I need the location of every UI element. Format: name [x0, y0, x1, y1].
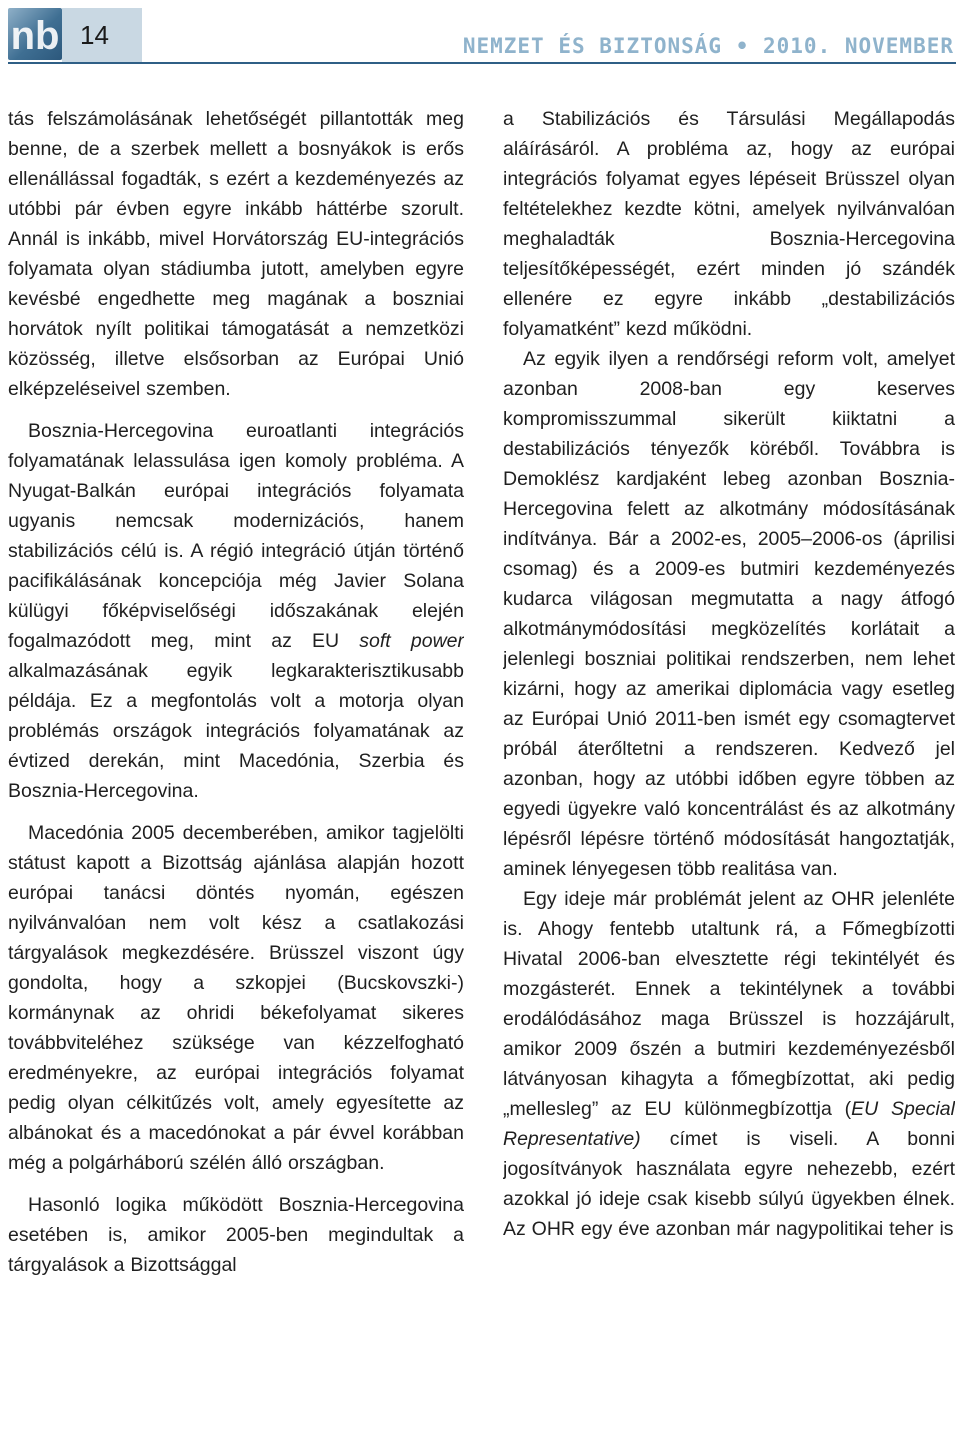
page-number-box — [62, 8, 142, 62]
paragraph-text: címet is viseli. A bonni jogosítványok használata egyre nehezebb, ezért azokkal jó ideje csak kisebb súlyú ügyekben élnek. Az OHR egy éve azonban már nagypolitikai teher is — [503, 1128, 955, 1240]
page-number: 14 — [80, 20, 109, 50]
header-divider — [8, 62, 956, 64]
page-header — [0, 0, 960, 72]
italic-term: EU Special Representative) — [503, 1098, 955, 1150]
logo-text: nb — [10, 14, 60, 58]
paragraph-text: Egy ideje már problémát jelent az OHR jelenléte is. Ahogy fentebb utaltunk rá, a Főmegbízotti Hivatal 2006-ban elvesztette régi tekintélyét és mozgásterét. Ennek a tekintélynek a további erodálódásához maga Brüsszel is hozzájárult, amikor 2009 őszén a butmiri kezdeményezésből látványosan kihagyta a főmegbízottat, aki pedig „mellesleg” az EU különmegbízottja ( — [503, 888, 955, 1120]
journal-logo — [8, 8, 62, 60]
italic-term: soft power — [359, 630, 464, 652]
paragraph-text: alkalmazásának egyik legkarakterisztikusabb példája. Ez a megfontolás volt a motorja olyan problémás országok integrációs folyamatának az évtized derekán, mint Macedónia, Szerbia és Bosznia-Hercegovina. — [8, 660, 464, 802]
paragraph: Macedónia 2005 decemberében, amikor tagjelölti státust kapott a Bizottság ajánlása alapján hozott európai tanácsi döntés nyomán, egészen nyilvánvalóan nem volt kész a csatlakozási tárgyalások megkezdésére. Brüsszel viszont úgy gondolta, hogy a szkopjei (Bucskovszki-) kormánynak az ohridi békefolyamat sikeres továbbviteléhez szüksége van kézzelfogható eredményekre, az európai integrációs folyamat pedig olyan célkitűzés volt, amely egyesítette az albánokat és a macedónokat a pár évvel korábban még a polgárháború szélén álló országban. — [8, 822, 464, 1174]
nb-logo-icon — [8, 8, 62, 60]
paragraph-text: Bosznia-Hercegovina euroatlanti integrációs folyamatának lelassulása igen komoly probléma. A Nyugat-Balkán európai integrációs folyamata ugyanis nemcsak modernizációs, hanem stabilizációs célú is. A régió integráció útján történő pacifikálásának koncepciója még Javier Solana külügyi főképviselőségi időszakának elején fogalmazódott meg, mint az EU — [8, 420, 464, 652]
right-text-column — [503, 104, 955, 1428]
paragraph: Az egyik ilyen a rendőrségi reform volt, amelyet azonban 2008-ban egy keserves kompromisszummal sikerült kiiktatni a destabilizációs tényezők köréből. Továbbra is Demoklész kardjaként lebeg azonban Bosznia-Hercegovina felett az alkotmány módosításának indítványa. Bár a 2002-es, 2005–2006-os (áprilisi csomag) és a 2009-es butmiri kezdeményezés kudarca világosan megmutatta a nagy átfogó alkotmánymódosítási megközelítés korlátait a jelenlegi boszniai politikai rendszerben, nem lehet kizárni, hogy az amerikai diplomácia vagy esetleg az Európai Unió 2011-ben ismét egy csomagtervet próbál áterőltetni a rendszeren. Kedvező jel azonban, hogy az utóbbi időben egyre többen az egyedi ügyekre való koncentrálást és az alkotmány lépésről lépésre történő módosítását hangoztatják, aminek lényegesen több realitása van. — [503, 348, 955, 880]
paragraph — [503, 884, 955, 1244]
paragraph: a Stabilizációs és Társulási Megállapodás aláírásáról. A probléma az, hogy az európai integrációs folyamat egyes lépéseit Brüsszel olyan feltételekhez kezdte kötni, amelyek nyilvánvalóan meghaladták Bosznia-Hercegovina teljesítőképességét, ezért minden jó szándék ellenére ez egyre inkább „destabilizációs folyamatként” kezd működni. — [503, 108, 955, 340]
left-text-column — [8, 104, 464, 1428]
paragraph: Hasonló logika működött Bosznia-Hercegovina esetében is, amikor 2005-ben megindultak a tárgyalások a Bizottsággal — [8, 1194, 464, 1276]
paragraph: tás felszámolásának lehetőségét pillantották meg benne, de a szerbek mellett a bosnyákok is erős ellenállással fogadták, s ezért a kezdeményezés az utóbbi pár évben egyre inkább háttérbe szorult. Annál is inkább, mivel Horvátország EU-integrációs folyamata olyan stádiumba jutott, amelyben egyre kevésbé engedhette meg magának a boszniai horvátok nyílt politikai támogatását a nemzetközi közösség, illetve elsősorban az Európai Unió elképzeléseivel szemben. — [8, 108, 464, 400]
paragraph — [8, 416, 464, 806]
journal-title: NEMZET ÉS BIZTONSÁG • 2010. NOVEMBER — [462, 34, 954, 58]
